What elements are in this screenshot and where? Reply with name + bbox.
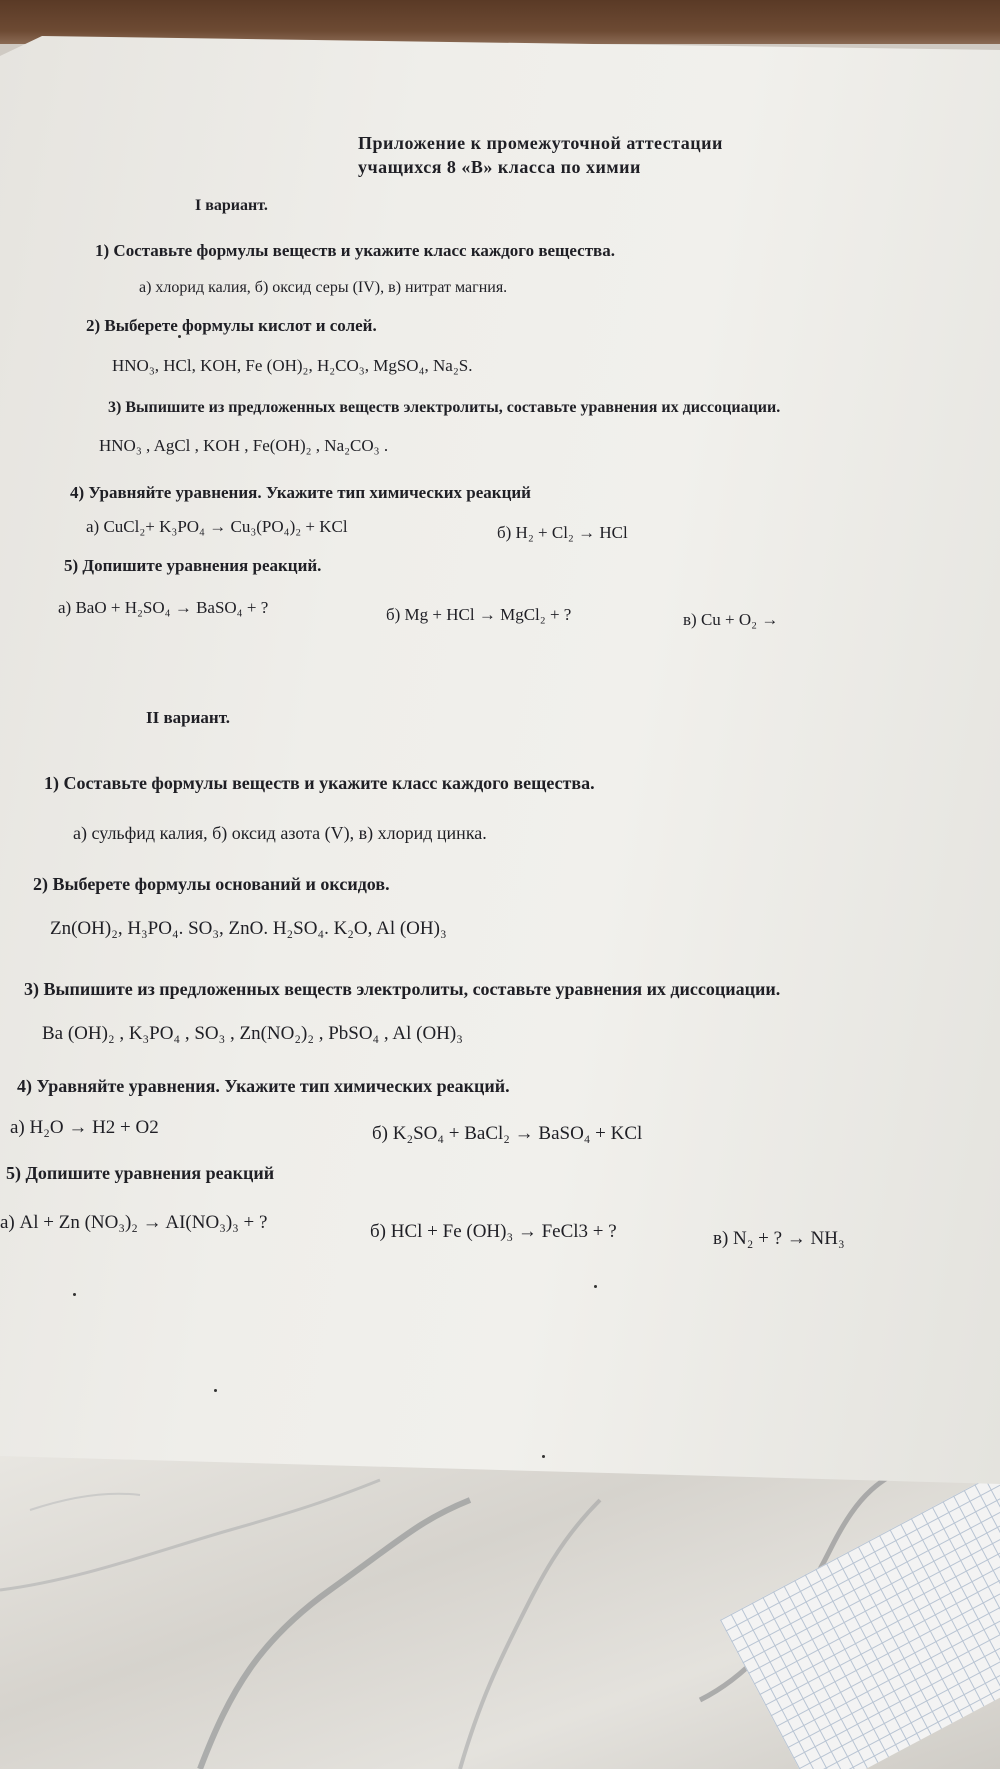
stray-mark (542, 1455, 545, 1458)
stray-mark (73, 1293, 76, 1296)
v1-question-2: 2) Выберете формулы кислот и солей. (86, 316, 377, 335)
v1-question-4: 4) Уравняйте уравнения. Укажите тип химических реакций (70, 483, 531, 502)
v2-question-4: 4) Уравняйте уравнения. Укажите тип химических реакций. (17, 1076, 510, 1096)
v2-q4-equation-b: б) K₂SO₄ + BaCl₂ → BaSO₄ + KCl (372, 1123, 643, 1144)
stray-mark (214, 1389, 217, 1392)
variant-1-title: I вариант. (195, 197, 268, 214)
v2-question-5: 5) Допишите уравнения реакций (6, 1163, 275, 1183)
variant-2-title: II вариант. (146, 708, 231, 727)
v1-question-1: 1) Составьте формулы веществ и укажите класс каждого вещества. (95, 241, 615, 260)
v1-q4-equation-a: а) CuCl₂+ K₃PO₄ → Cu₃(PO₄)₂ + KCl (86, 517, 348, 536)
v1-q5-equation-c: в) Cu + O₂ → (683, 610, 779, 629)
v2-question-2: 2) Выберете формулы оснований и оксидов. (33, 874, 390, 894)
v2-q3-formulas: Ba (OH)₂ , K₃PO₄ , SO₃ , Zn(NO₂)₂ , PbSO₄ , Al (OH)₃ (42, 1023, 463, 1044)
header-line-2: учащихся 8 «В» класса по химии (358, 157, 641, 177)
v2-q5-equation-b: б) HCl + Fe (OH)₃ → FeCl3 + ? (370, 1221, 617, 1242)
v1-q3-formulas: HNO₃ , AgCl , KOH , Fe(OH)₂ , Na₂CO₃ . (99, 436, 389, 455)
stray-mark (178, 335, 181, 338)
v2-q5-equation-a: а) Al + Zn (NO₃)₂ → AI(NO₃)₃ + ? (0, 1212, 268, 1233)
v1-q5-equation-a: а) BaO + H₂SO₄ → BaSO₄ + ? (58, 598, 269, 617)
v1-q1-items: а) хлорид калия, б) оксид серы (IV), в) нитрат магния. (139, 279, 508, 296)
v1-question-3: 3) Выпишите из предложенных веществ электролиты, составьте уравнения их диссоциации. (108, 399, 781, 416)
v2-q1-items: а) сульфид калия, б) оксид азота (V), в) хлорид цинка. (73, 823, 487, 843)
v2-q4-equation-a: а) H₂O → H2 + O2 (10, 1117, 159, 1138)
v1-question-5: 5) Допишите уравнения реакций. (64, 556, 322, 575)
desk-edge (0, 0, 1000, 44)
v1-q4-equation-b: б) H₂ + Cl₂ → HCl (497, 523, 628, 542)
v1-q5-equation-b: б) Mg + HCl → MgCl₂ + ? (386, 605, 572, 624)
v2-question-3: 3) Выпишите из предложенных веществ электролиты, составьте уравнения их диссоциации. (24, 979, 781, 999)
v2-q2-formulas: Zn(OH)₂, H₃PO₄. SO₃, ZnO. H₂SO₄. K₂O, Al (OH)₃ (50, 918, 447, 939)
stray-mark (594, 1285, 597, 1288)
header-line-1: Приложение к промежуточной аттестации (358, 133, 723, 153)
v2-question-1: 1) Составьте формулы веществ и укажите класс каждого вещества. (44, 773, 595, 793)
v1-q2-formulas: HNO₃, HCl, KOH, Fe (OH)₂, H₂CO₃, MgSO₄, Na₂S. (112, 356, 473, 375)
v2-q5-equation-c: в) N₂ + ? → NH₃ (713, 1228, 845, 1249)
